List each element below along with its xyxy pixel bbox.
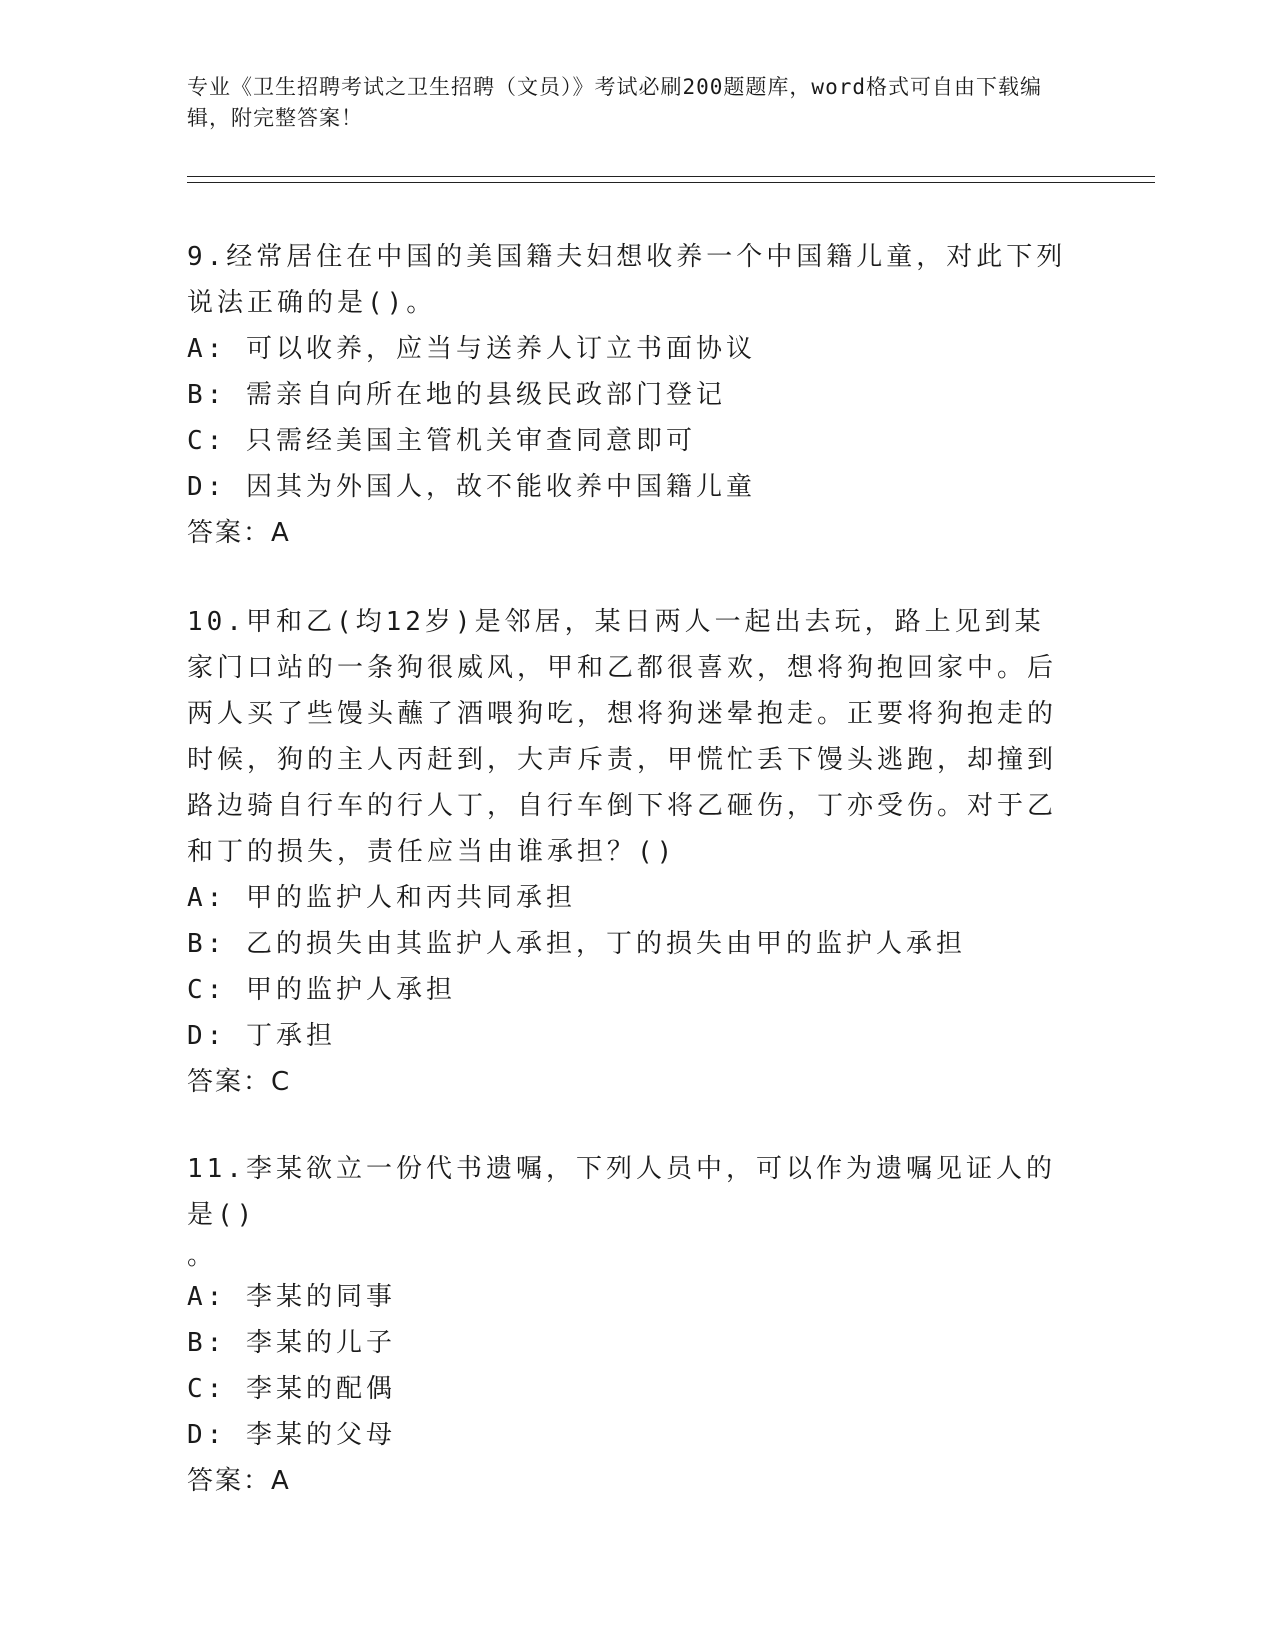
- option-b: B: 需亲自向所在地的县级民政部门登记: [187, 380, 726, 410]
- question-stem-tail: 。: [187, 1241, 218, 1271]
- option-d: D: 因其为外国人，故不能收养中国籍儿童: [187, 472, 756, 502]
- option-c: C: 李某的配偶: [187, 1374, 396, 1404]
- option-d: D: 李某的父母: [187, 1420, 396, 1450]
- document-header: 专业《卫生招聘考试之卫生招聘（文员）》考试必刷200题题库，word格式可自由下载编辑，附完整答案！: [187, 75, 1042, 130]
- option-c: C: 只需经美国主管机关审查同意即可: [187, 426, 696, 456]
- option-a: A: 甲的监护人和丙共同承担: [187, 883, 576, 913]
- answer-label: 答案：C: [187, 1067, 292, 1097]
- option-d: D: 丁承担: [187, 1021, 336, 1051]
- question-stem: 9.经常居住在中国的美国籍夫妇想收养一个中国籍儿童，对此下列说法正确的是()。: [187, 242, 1067, 318]
- option-b: B: 李某的儿子: [187, 1328, 396, 1358]
- question-stem: 10.甲和乙(均12岁)是邻居，某日两人一起出去玩，路上见到某家门口站的一条狗很威风，甲和乙都很喜欢，想将狗抱回家中。后两人买了些馒头蘸了酒喂狗吃，想将狗迷晕抱走。正要将狗抱走的时候，狗的主人丙赶到，大声斥责，甲慌忙丢下馒头逃跑，却撞到路边骑自行车的行人丁，自行车倒下将乙砸伤，丁亦受伤。对于乙和丁的损失，责任应当由谁承担？(): [187, 607, 1058, 867]
- option-b: B: 乙的损失由其监护人承担，丁的损失由甲的监护人承担: [187, 929, 966, 959]
- question-11: [187, 1146, 1067, 1504]
- answer-label: 答案：A: [187, 1466, 291, 1496]
- option-a: A: 李某的同事: [187, 1282, 396, 1312]
- question-stem: 11.李某欲立一份代书遗嘱，下列人员中，可以作为遗嘱见证人的是(): [187, 1154, 1056, 1230]
- header-divider-bottom: [187, 182, 1155, 183]
- option-a: A: 可以收养，应当与送养人订立书面协议: [187, 334, 756, 364]
- header-divider-top: [187, 176, 1155, 177]
- answer-label: 答案：A: [187, 518, 291, 548]
- question-9: [187, 234, 1067, 556]
- option-c: C: 甲的监护人承担: [187, 975, 456, 1005]
- question-10: [187, 599, 1067, 1105]
